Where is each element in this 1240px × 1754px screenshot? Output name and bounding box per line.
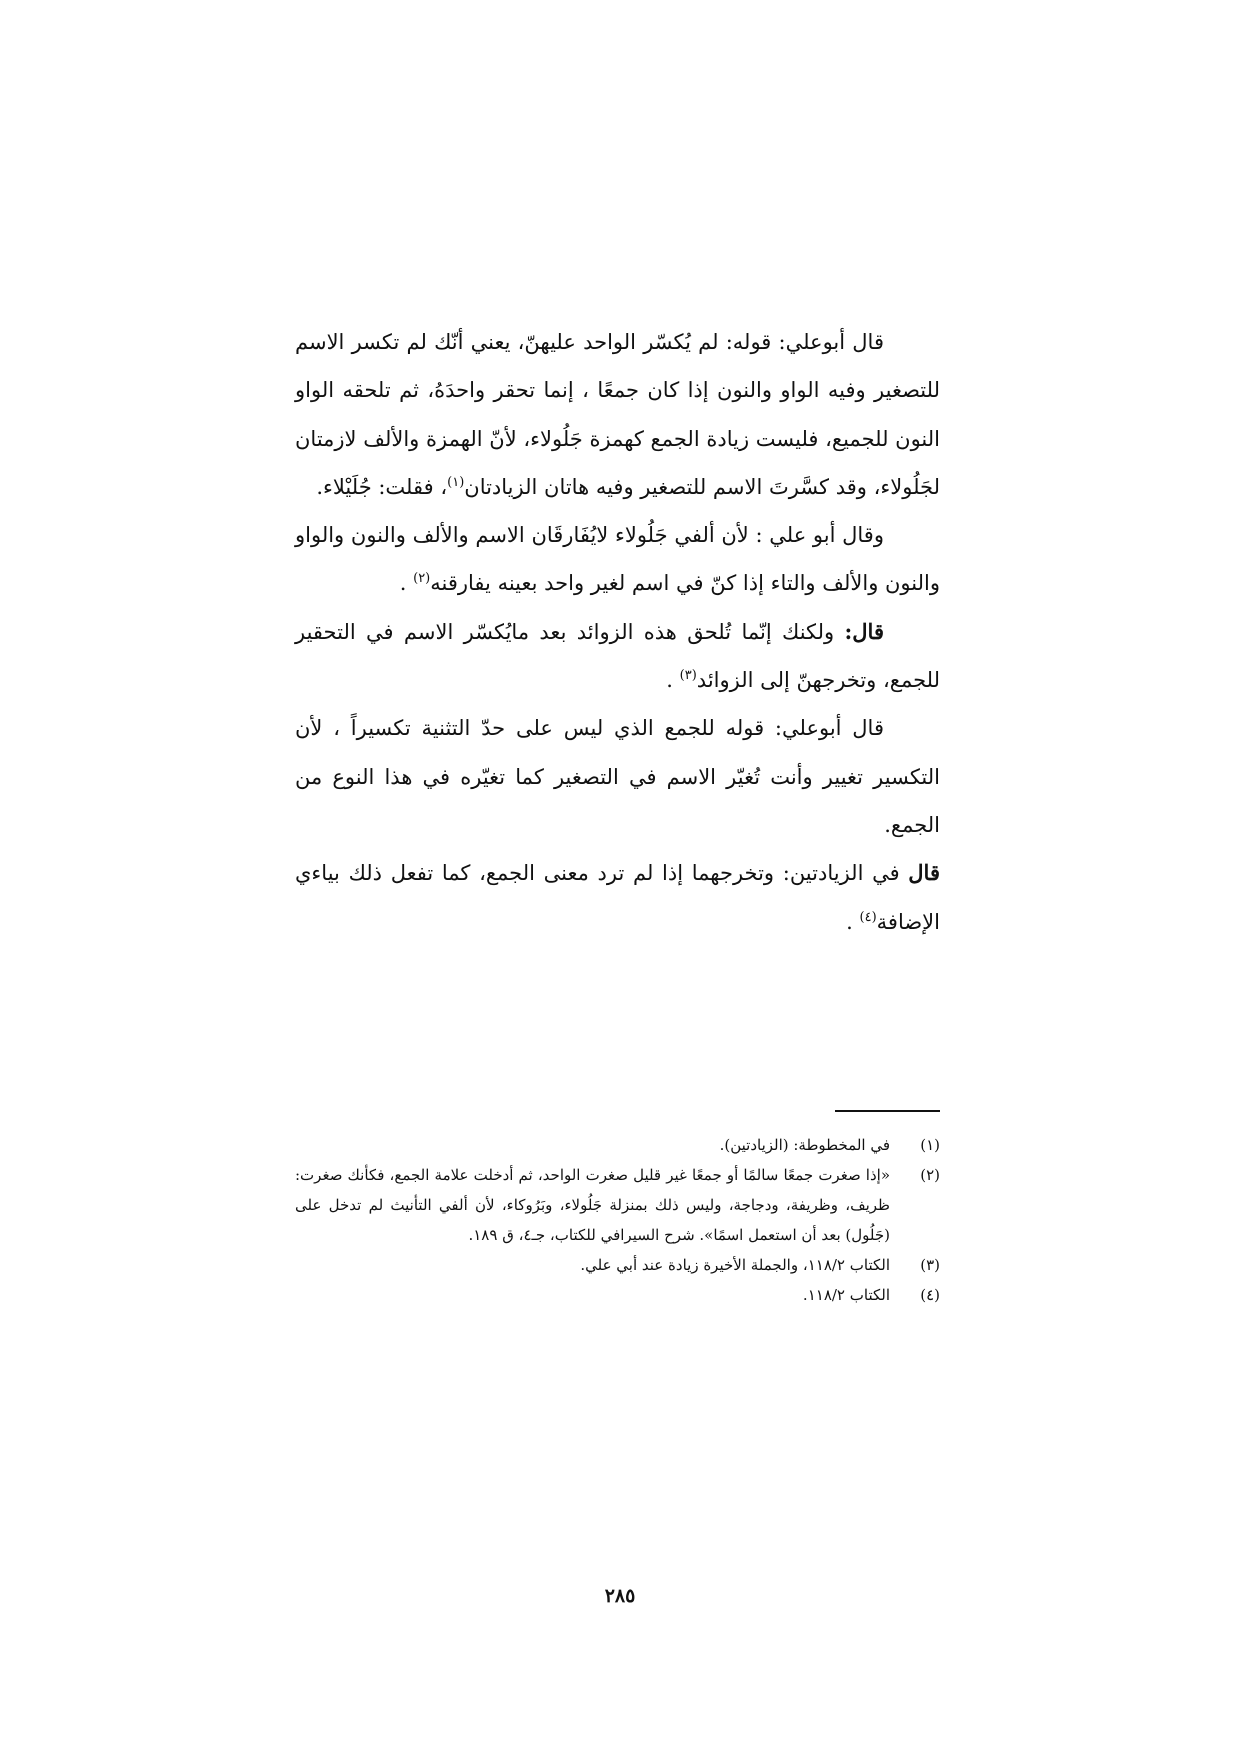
footnote-3-number: (٣) — [920, 1256, 940, 1274]
paragraph-4-text: قال أبوعلي: قوله للجمع الذي ليس على حدّ التثنية تكسيراً ، لأن التكسير تغيير وأنت تُغيّر الاسم في التصغير كما تغيّره في هذا النوع من الجمع. — [295, 716, 940, 837]
paragraph-1 — [295, 318, 940, 511]
footnote-4 — [295, 1280, 940, 1310]
paragraph-3-text: ولكنك إنّما تُلحق هذه الزوائد بعد مايُكسّر الاسم في التحقير للجمع، وتخرجهنّ إلى الزوائد — [295, 619, 940, 693]
footnote-2 — [295, 1160, 940, 1250]
paragraph-2-tail: . — [399, 571, 414, 596]
footnote-2-number: (٢) — [920, 1166, 940, 1184]
footnote-divider — [835, 1110, 940, 1112]
footnote-4-number: (٤) — [920, 1286, 940, 1304]
footnote-4-text: الكتاب ١١٨/٢. — [802, 1286, 890, 1304]
paragraph-2 — [295, 511, 940, 608]
paragraph-5-text: في الزيادتين: وتخرجهما إذا لم ترد معنى الجمع، كما تفعل ذلك بياءي الإضافة — [295, 861, 940, 934]
paragraph-5-tail: . — [846, 909, 860, 934]
footnote-ref-1[interactable]: (١) — [447, 474, 465, 490]
footnote-1-text: في المخطوطة: (الزيادتين). — [719, 1136, 890, 1154]
page-number: ٢٨٥ — [604, 1585, 636, 1607]
paragraph-3 — [295, 608, 940, 705]
footnote-ref-3[interactable]: (٣) — [679, 668, 697, 684]
paragraph-3-lead: قال: — [844, 618, 884, 644]
main-text — [295, 318, 940, 946]
paragraph-2-text: وقال أبو علي : لأن ألفي جَلُولاء لايُفَارقَان الاسم والألف والنون والواو والنون والألف والتاء إذا كنّ في اسم لغير واحد بعينه يفارقنه — [295, 523, 940, 596]
footnote-3-text: الكتاب ١١٨/٢، والجملة الأخيرة زيادة عند أبي علي. — [580, 1256, 890, 1274]
footnote-3 — [295, 1250, 940, 1280]
footnote-2-text: «إذا صغرت جمعًا سالمًا أو جمعًا غير قليل صغرت الواحد، ثم أدخلت علامة الجمع، فكأنك صغرت: ظريف، وظريفة، ودجاجة، وليس ذلك بمنزلة جَلُولاء، وبَرُوكاء، لأن ألفي التأنيث لم تدخل على (جَلُول) بعد أن استعمل اسمًا». شرح السيرافي للكتاب، جـ٤، ق ١٨٩. — [295, 1166, 890, 1244]
footnote-ref-2[interactable]: (٢) — [413, 571, 431, 587]
footnote-1-number: (١) — [920, 1136, 940, 1154]
paragraph-3-tail: . — [666, 668, 680, 693]
footnotes-section — [295, 1130, 940, 1310]
footnote-ref-4[interactable]: (٤) — [859, 909, 877, 925]
paragraph-1-tail: ، فقلت: جُلَيْلاء. — [316, 474, 448, 499]
paragraph-5 — [295, 849, 940, 946]
paragraph-4 — [295, 704, 940, 849]
paragraph-1-text: قال أبوعلي: قوله: لم يُكسّر الواحد عليهنّ، يعني أنّك لم تكسر الاسم للتصغير وفيه الواو والنون إذا كان جمعًا ، إنما تحقر واحدَهُ، ثم تلحقه الواو النون للجميع، فليست زيادة الجمع كهمزة جَلُولاء، لأنّ الهمزة والألف لازمتان لجَلُولاء، وقد كسَّرتَ الاسم للتصغير وفيه هاتان الزيادتان — [295, 330, 940, 499]
footnote-1 — [295, 1130, 940, 1160]
paragraph-5-lead: قال — [908, 860, 940, 886]
